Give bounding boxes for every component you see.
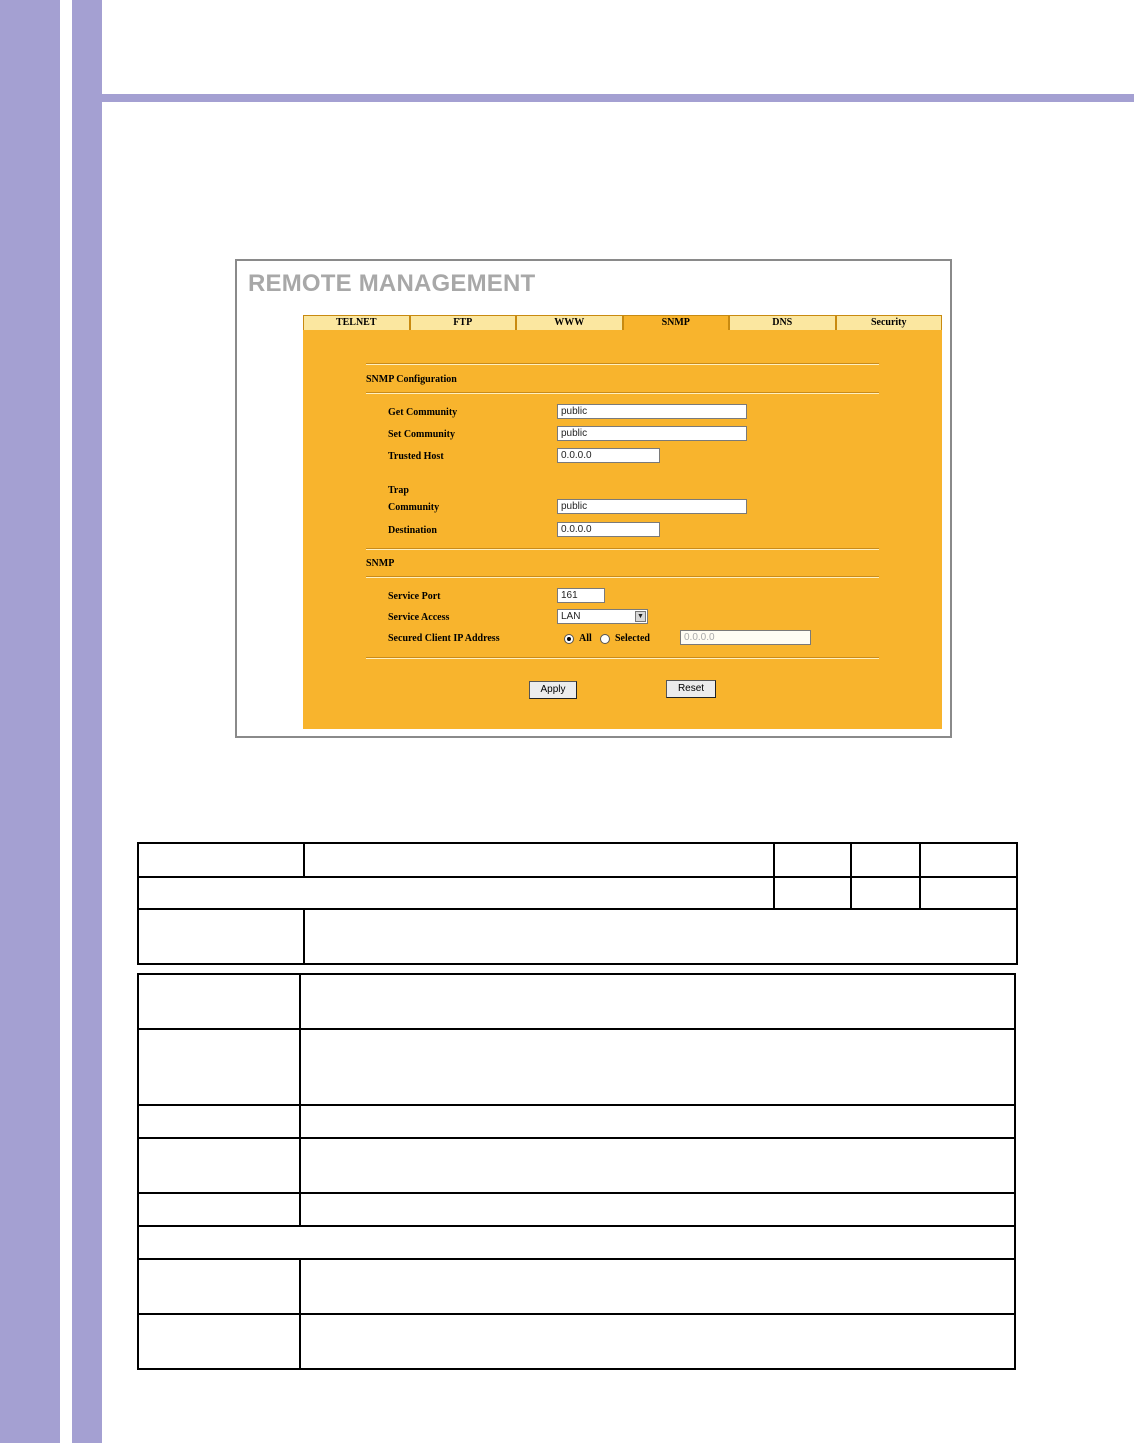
service-access-label: Service Access	[388, 612, 450, 623]
table-row	[138, 1105, 1015, 1138]
divider	[366, 363, 879, 365]
table-cell	[300, 1193, 1015, 1226]
service-port-input[interactable]: 161	[557, 588, 605, 603]
table-row	[138, 843, 1017, 877]
table-cell	[920, 843, 1017, 877]
divider	[366, 576, 879, 578]
trusted-host-input[interactable]: 0.0.0.0	[557, 448, 660, 463]
description-table-header	[137, 842, 1018, 965]
table-row	[138, 877, 1017, 909]
divider	[366, 548, 879, 550]
snmp-configuration-heading: SNMP Configuration	[366, 374, 457, 385]
page-title: REMOTE MANAGEMENT	[248, 270, 536, 297]
get-community-label: Get Community	[388, 407, 458, 418]
table-cell	[138, 1029, 300, 1105]
table-cell	[851, 877, 920, 909]
table-cell	[300, 1138, 1015, 1193]
trap-destination-label: Destination	[388, 525, 437, 536]
description-table-body	[137, 973, 1016, 1370]
table-cell	[300, 1105, 1015, 1138]
table-cell	[138, 974, 300, 1029]
service-access-value: LAN	[561, 611, 581, 622]
table-cell	[138, 877, 774, 909]
table-cell	[300, 1314, 1015, 1369]
radio-selected-label: Selected	[615, 633, 650, 644]
set-community-label: Set Community	[388, 429, 455, 440]
service-port-label: Service Port	[388, 591, 441, 602]
table-cell	[851, 843, 920, 877]
tab-snmp[interactable]: SNMP	[623, 315, 730, 330]
table-cell	[138, 1226, 1015, 1259]
tab-telnet[interactable]: TELNET	[303, 315, 410, 330]
secured-client-ip-label: Secured Client IP Address	[388, 633, 500, 644]
table-cell	[920, 877, 1017, 909]
table-cell	[138, 1138, 300, 1193]
snmp-heading: SNMP	[366, 558, 395, 569]
tab-bar	[303, 315, 942, 331]
trusted-host-label: Trusted Host	[388, 451, 444, 462]
trap-label: Trap	[388, 485, 409, 496]
table-cell	[774, 877, 851, 909]
left-inner-band	[72, 0, 102, 1443]
trap-destination-input[interactable]: 0.0.0.0	[557, 522, 660, 537]
table-cell	[138, 1314, 300, 1369]
table-row	[138, 1226, 1015, 1259]
table-cell	[304, 843, 774, 877]
table-cell	[300, 1259, 1015, 1314]
tab-dns[interactable]: DNS	[729, 315, 836, 330]
tab-security[interactable]: Security	[836, 315, 943, 330]
tab-www[interactable]: WWW	[516, 315, 623, 330]
left-margin-band	[0, 0, 60, 1443]
trap-community-label: Community	[388, 502, 440, 513]
table-row	[138, 909, 1017, 964]
radio-selected[interactable]	[600, 634, 610, 644]
set-community-input[interactable]: public	[557, 426, 747, 441]
table-cell	[300, 1029, 1015, 1105]
get-community-input[interactable]: public	[557, 404, 747, 419]
table-row	[138, 1193, 1015, 1226]
chevron-down-icon[interactable]: ▼	[635, 611, 646, 622]
apply-button[interactable]: Apply	[529, 681, 577, 699]
table-cell	[138, 843, 304, 877]
table-cell	[138, 1105, 300, 1138]
reset-button[interactable]: Reset	[666, 680, 716, 698]
service-access-select[interactable]	[557, 609, 648, 624]
table-cell	[138, 1193, 300, 1226]
table-row	[138, 1259, 1015, 1314]
table-cell	[138, 1259, 300, 1314]
table-row	[138, 974, 1015, 1029]
header-rule	[102, 94, 1134, 102]
tab-ftp[interactable]: FTP	[410, 315, 517, 330]
radio-all-label: All	[579, 633, 592, 644]
table-row	[138, 1138, 1015, 1193]
table-cell	[300, 974, 1015, 1029]
settings-panel	[303, 315, 942, 729]
table-cell	[138, 909, 304, 964]
table-cell	[304, 909, 1017, 964]
table-cell	[774, 843, 851, 877]
divider	[366, 657, 879, 659]
secured-ip-input[interactable]: 0.0.0.0	[680, 630, 811, 645]
divider	[366, 392, 879, 394]
radio-all[interactable]	[564, 634, 574, 644]
table-row	[138, 1314, 1015, 1369]
table-row	[138, 1029, 1015, 1105]
remote-management-screenshot	[235, 259, 952, 738]
trap-community-input[interactable]: public	[557, 499, 747, 514]
